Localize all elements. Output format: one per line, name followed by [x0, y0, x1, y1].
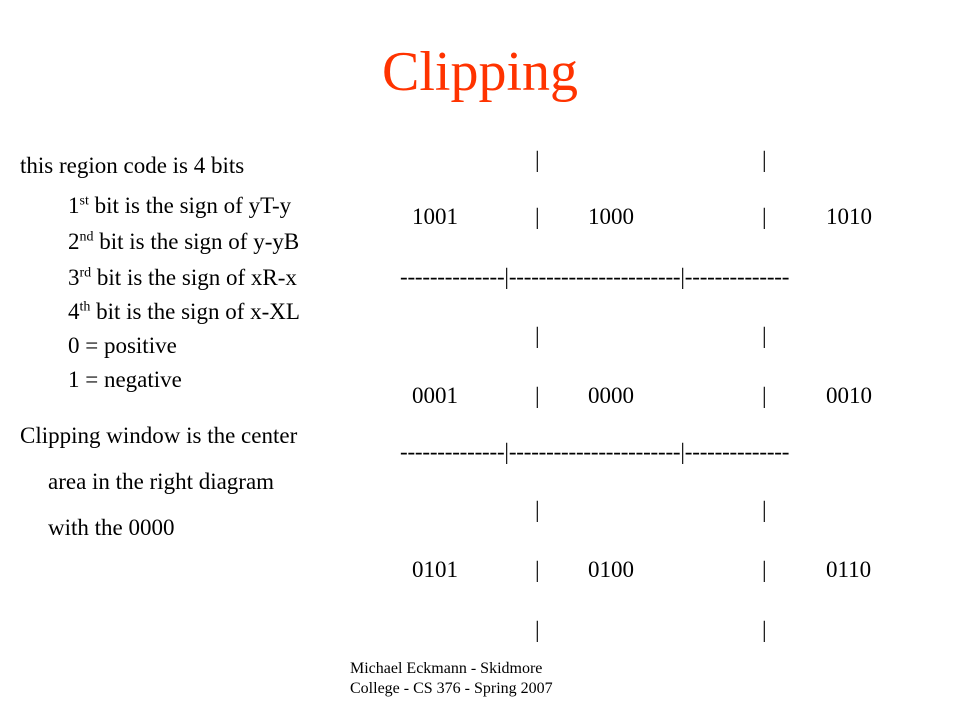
region-code-intro: this region code is 4 bits [20, 153, 245, 178]
bit-1-line: 1st bit is the sign of yT-y [68, 193, 292, 218]
region-code-1010: 1010 [826, 204, 872, 229]
footer-line-2: College - CS 376 - Spring 2007 [350, 680, 553, 697]
vertical-bar: | [535, 383, 540, 408]
horizontal-divider: --------------|-----------------------|-------------- [400, 264, 790, 289]
vertical-bar: | [535, 617, 540, 642]
vertical-bar: | [535, 147, 540, 172]
vertical-bar: | [762, 323, 767, 348]
vertical-bar: | [762, 557, 767, 582]
bit-2-line: 2nd bit is the sign of y-yB [68, 229, 300, 254]
slide-footer [350, 659, 553, 699]
vertical-bar: | [762, 204, 767, 229]
vertical-bar: | [762, 147, 767, 172]
bit-4-line: 4th bit is the sign of x-XL [68, 299, 300, 324]
vertical-bar: | [762, 497, 767, 522]
vertical-bar: | [535, 323, 540, 348]
one-meaning: 1 = negative [68, 367, 182, 392]
region-code-0000: 0000 [588, 383, 634, 408]
region-code-0010: 0010 [826, 383, 872, 408]
vertical-bar: | [762, 383, 767, 408]
vertical-bar: | [535, 497, 540, 522]
slide-title: Clipping [381, 41, 579, 103]
clipping-window-line2: area in the right diagram [48, 469, 275, 494]
clipping-window-line3: with the 0000 [48, 515, 175, 540]
region-code-1001: 1001 [412, 204, 458, 229]
clipping-window-line1: Clipping window is the center [20, 423, 298, 448]
region-code-0001: 0001 [412, 383, 458, 408]
footer-line-1: Michael Eckmann - Skidmore [350, 660, 543, 677]
region-code-1000: 1000 [588, 204, 634, 229]
vertical-bar: | [535, 557, 540, 582]
region-code-0100: 0100 [588, 557, 634, 582]
zero-meaning: 0 = positive [68, 333, 177, 358]
vertical-bar: | [535, 204, 540, 229]
horizontal-divider: --------------|-----------------------|-------------- [400, 439, 790, 464]
vertical-bar: | [762, 617, 767, 642]
region-code-0101: 0101 [412, 557, 458, 582]
bit-3-line: 3rd bit is the sign of xR-x [68, 265, 297, 290]
region-code-0110: 0110 [826, 557, 872, 582]
